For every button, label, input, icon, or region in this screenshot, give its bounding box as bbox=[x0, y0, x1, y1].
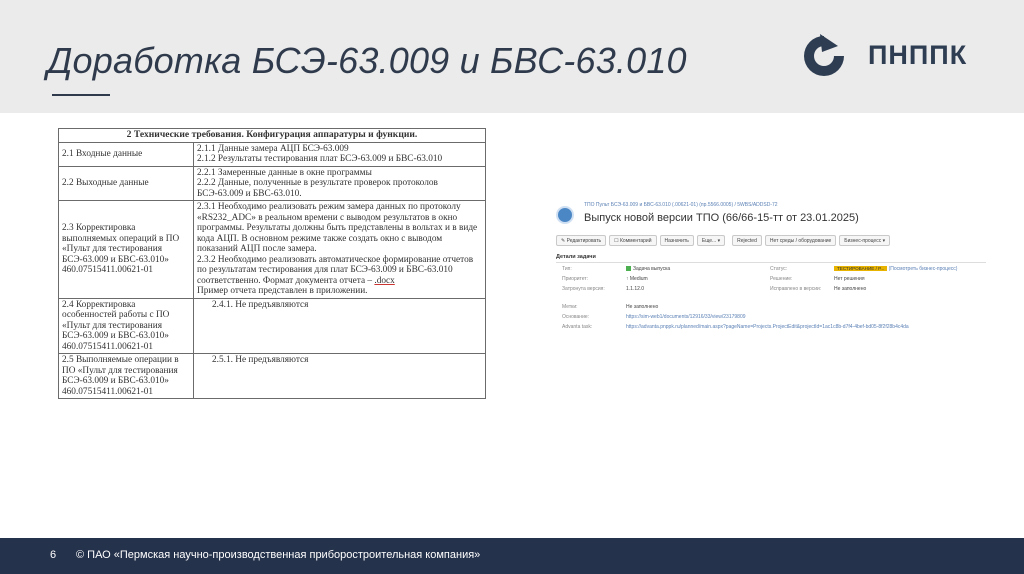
details-divider bbox=[556, 262, 986, 263]
advanta-task-link[interactable]: https://advanta.pnppk.ru/planned/main.aspx?pageName=Projects.ProjectEdit&projectId=1ac1c8b-d7f4-4bef-bd05-8f2f28b4c4da bbox=[626, 324, 909, 330]
table-cell-section: 2.4 Корректировка особенностей работы с ПО «Пульт для тестирования БСЭ-63.009 и БВС-63.010» 460.07515411.00621-01 bbox=[59, 298, 194, 354]
table-cell-section: 2.3 Корректировка выполняемых операций в ПО «Пульт для тестирования БСЭ-63.009 и БВС-63.010» 460.07515411.00621-01 bbox=[59, 201, 194, 299]
field-value-type-text: Задача выпуска bbox=[633, 266, 671, 272]
assign-button[interactable]: Назначить bbox=[660, 235, 694, 246]
table-item: 2.1.1 Данные замера АЦП БСЭ-63.009 bbox=[197, 143, 349, 154]
basis-link[interactable]: https://sim-web1/documents/12916/33/view/23179809 bbox=[626, 314, 746, 320]
table-item: Пример отчета представлен в приложении. bbox=[197, 286, 368, 296]
requirements-table bbox=[58, 128, 486, 399]
table-row bbox=[59, 298, 486, 354]
field-label-tags: Метки: bbox=[562, 304, 578, 310]
table-item: 2.3.1 Необходимо реализовать режим замера данных по протоколу «RS232_ADC» в реальном времени с выводом результатов в окно программы. Результаты должны быть представлены в вольтах и в виде кода АЦП. В основном режиме также создать окно с выводом показаний АЦП после замера. bbox=[197, 202, 478, 254]
table-cell-section: 2.5 Выполняемые операции в ПО «Пульт для тестирования БСЭ-63.009 и БВС-63.010» 460.07515411.00621-01 bbox=[59, 354, 194, 399]
field-value-tags: Не заполнено bbox=[626, 304, 659, 310]
table-cell-items bbox=[194, 354, 486, 399]
table-cell-items bbox=[194, 298, 486, 354]
table-cell-section: 2.1 Входные данные bbox=[59, 142, 194, 166]
table-row bbox=[59, 166, 486, 201]
details-section-title: Детали задачи bbox=[556, 254, 596, 260]
field-value-priority: ↑ Medium bbox=[626, 276, 648, 282]
page-number: 6 bbox=[50, 549, 57, 561]
table-cell-items bbox=[194, 201, 486, 299]
field-value-affected-version: 1.1.12.0 bbox=[626, 286, 645, 292]
field-label-type: Тип: bbox=[562, 266, 572, 272]
table-item: 2.5.1. Не предъявляются bbox=[212, 355, 309, 365]
view-business-process-link[interactable]: (Посмотреть бизнес-процесс) bbox=[888, 266, 958, 272]
table-item-text: 2.3.2 Необходимо реализовать автоматическое формирование отчетов по результатам тестирования для плат БСЭ-63.009 и БВС-63.010 соответственно. Формат документа отчета – bbox=[197, 254, 474, 286]
slide-title: Доработка БСЭ-63.009 и БВС-63.010 bbox=[47, 40, 687, 81]
field-label-fixed-version: Исправлено в версии: bbox=[770, 286, 822, 292]
table-cell-items bbox=[194, 166, 486, 201]
logo-text: ПНППК bbox=[868, 40, 968, 70]
field-value-status bbox=[834, 266, 957, 272]
table-row bbox=[59, 142, 486, 166]
no-environment-button[interactable]: Нет среды / оборудование bbox=[765, 235, 836, 246]
table-item: 2.2.2 Данные, полученные в результате проверок протоколов БСЭ-63.009 и БВС-63.010. bbox=[197, 178, 438, 199]
table-header: 2 Технические требования. Конфигурация аппаратуры и функции. bbox=[59, 129, 486, 143]
table-row bbox=[59, 201, 486, 299]
table-item: 2.4.1. Не предъявляются bbox=[212, 299, 309, 310]
task-title: Выпуск новой версии ТПО (66/66-15-тт от 23.01.2025) bbox=[584, 212, 859, 224]
business-process-button[interactable]: Бизнес-процесс ▾ bbox=[839, 235, 890, 246]
table-header-row bbox=[59, 129, 486, 143]
field-label-basis: Основание: bbox=[562, 314, 590, 320]
task-screenshot bbox=[554, 200, 990, 340]
field-label-priority: Приоритет: bbox=[562, 276, 589, 282]
table-row bbox=[59, 354, 486, 399]
field-label-affected-version: Затронута версия: bbox=[562, 286, 605, 292]
breadcrumb[interactable]: ТПО Пульт БСЭ-63.009 и БВС-63.010 (.00621-01) (пр.5566.0005) / 5WBS/ADDSD-72 bbox=[584, 202, 778, 208]
field-value-type bbox=[626, 266, 670, 272]
field-label-advanta-task: Advanta task: bbox=[562, 324, 593, 330]
docx-format: .docx bbox=[374, 275, 395, 286]
table-item: 2.2.1 Замеренные данные в окне программы bbox=[197, 167, 372, 178]
table-cell-items bbox=[194, 142, 486, 166]
field-label-resolution: Решение: bbox=[770, 276, 793, 282]
field-value-resolution: Нет решения bbox=[834, 276, 865, 282]
status-badge: ТЕСТИРОВАНИЕ / Р... bbox=[834, 266, 887, 271]
copyright-text: © ПАО «Пермская научно-производственная приборостроительная компания» bbox=[76, 549, 481, 561]
project-avatar-icon bbox=[556, 206, 574, 224]
field-value-fixed-version: Не заполнено bbox=[834, 286, 867, 292]
more-button[interactable]: Еще... ▾ bbox=[697, 235, 725, 246]
task-type-icon bbox=[626, 266, 631, 271]
table-item: 2.1.2 Результаты тестирования плат БСЭ-63.009 и БВС-63.010 bbox=[197, 154, 443, 164]
table-item bbox=[197, 255, 482, 287]
edit-button[interactable]: ✎ Редактировать bbox=[556, 235, 606, 246]
rejected-button[interactable]: Rejected bbox=[732, 235, 762, 246]
comment-button[interactable]: ☐ Комментарий bbox=[609, 235, 656, 246]
table-cell-section: 2.2 Выходные данные bbox=[59, 166, 194, 201]
task-toolbar bbox=[556, 235, 890, 246]
field-label-status: Статус: bbox=[770, 266, 788, 272]
title-underline bbox=[52, 94, 110, 96]
